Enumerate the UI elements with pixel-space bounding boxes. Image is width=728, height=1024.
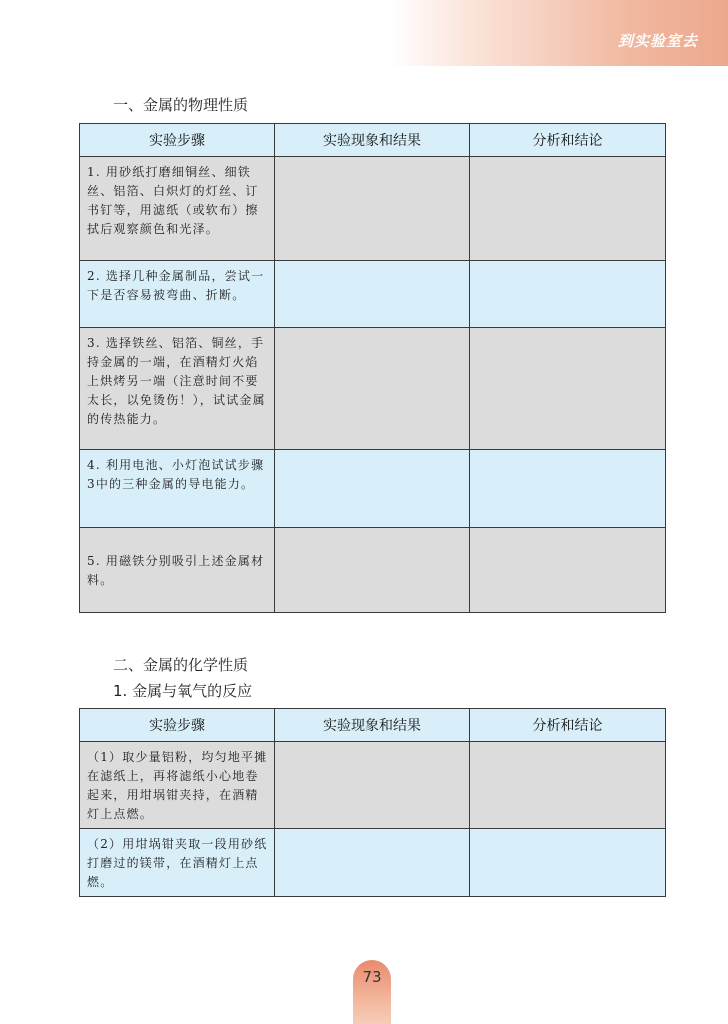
- observation-cell[interactable]: [275, 328, 470, 450]
- column-header-steps: 实验步骤: [80, 124, 275, 157]
- step-text: 1. 用砂纸打磨细铜丝、细铁丝、铝箔、白炽灯的灯丝、订书钉等，用滤纸（或软布）擦拭后观察颜色和光泽。: [87, 165, 259, 236]
- step-text: 3. 选择铁丝、铝箔、铜丝，手持金属的一端，在酒精灯火焰上烘烤另一端（注意时间不要太长，以免烫伤！），试试金属的传热能力。: [87, 336, 266, 426]
- conclusion-cell[interactable]: [470, 157, 666, 261]
- step-text: 5. 用磁铁分别吸引上述金属材料。: [87, 554, 265, 587]
- column-header-observations: 实验现象和结果: [275, 709, 470, 742]
- chapter-title: 到实验室去: [617, 32, 698, 50]
- conclusion-cell[interactable]: [470, 450, 666, 528]
- observation-cell[interactable]: [275, 261, 470, 328]
- step-cell: [80, 742, 275, 829]
- conclusion-cell[interactable]: [470, 328, 666, 450]
- step-cell: [80, 829, 275, 897]
- oxygen-reaction-table: [79, 708, 666, 897]
- step-text: （2）用坩埚钳夹取一段用砂纸打磨过的镁带，在酒精灯上点燃。: [87, 837, 268, 889]
- table-row: [80, 829, 666, 897]
- column-header-conclusions: 分析和结论: [470, 709, 666, 742]
- column-header-conclusions: 分析和结论: [470, 124, 666, 157]
- table-row: [80, 450, 666, 528]
- step-cell: [80, 261, 275, 328]
- conclusion-cell[interactable]: [470, 829, 666, 897]
- step-cell: [80, 528, 275, 613]
- physical-properties-table: [79, 123, 666, 613]
- section2-subheading: 1. 金属与氧气的反应: [113, 682, 253, 700]
- column-header-observations: 实验现象和结果: [275, 124, 470, 157]
- section2-heading: 二、金属的化学性质: [113, 656, 249, 674]
- conclusion-cell[interactable]: [470, 528, 666, 613]
- step-cell: [80, 157, 275, 261]
- step-cell: [80, 328, 275, 450]
- table-row: [80, 261, 666, 328]
- observation-cell[interactable]: [275, 829, 470, 897]
- step-text: 2. 选择几种金属制品，尝试一下是否容易被弯曲、折断。: [87, 269, 265, 302]
- step-text: 4. 利用电池、小灯泡试试步骤3中的三种金属的导电能力。: [87, 458, 265, 491]
- table-row: [80, 328, 666, 450]
- table-row: [80, 528, 666, 613]
- table-header-row: [80, 124, 666, 157]
- table-header-row: [80, 709, 666, 742]
- step-text: （1）取少量铝粉，均匀地平摊在滤纸上，再将滤纸小心地卷起来，用坩埚钳夹持，在酒精灯上点燃。: [87, 750, 268, 821]
- step-cell: [80, 450, 275, 528]
- section1-heading: 一、金属的物理性质: [113, 96, 249, 114]
- conclusion-cell[interactable]: [470, 261, 666, 328]
- page-number: 73: [362, 968, 382, 986]
- observation-cell[interactable]: [275, 157, 470, 261]
- observation-cell[interactable]: [275, 742, 470, 829]
- table-row: [80, 157, 666, 261]
- column-header-steps: 实验步骤: [80, 709, 275, 742]
- table-row: [80, 742, 666, 829]
- observation-cell[interactable]: [275, 450, 470, 528]
- observation-cell[interactable]: [275, 528, 470, 613]
- conclusion-cell[interactable]: [470, 742, 666, 829]
